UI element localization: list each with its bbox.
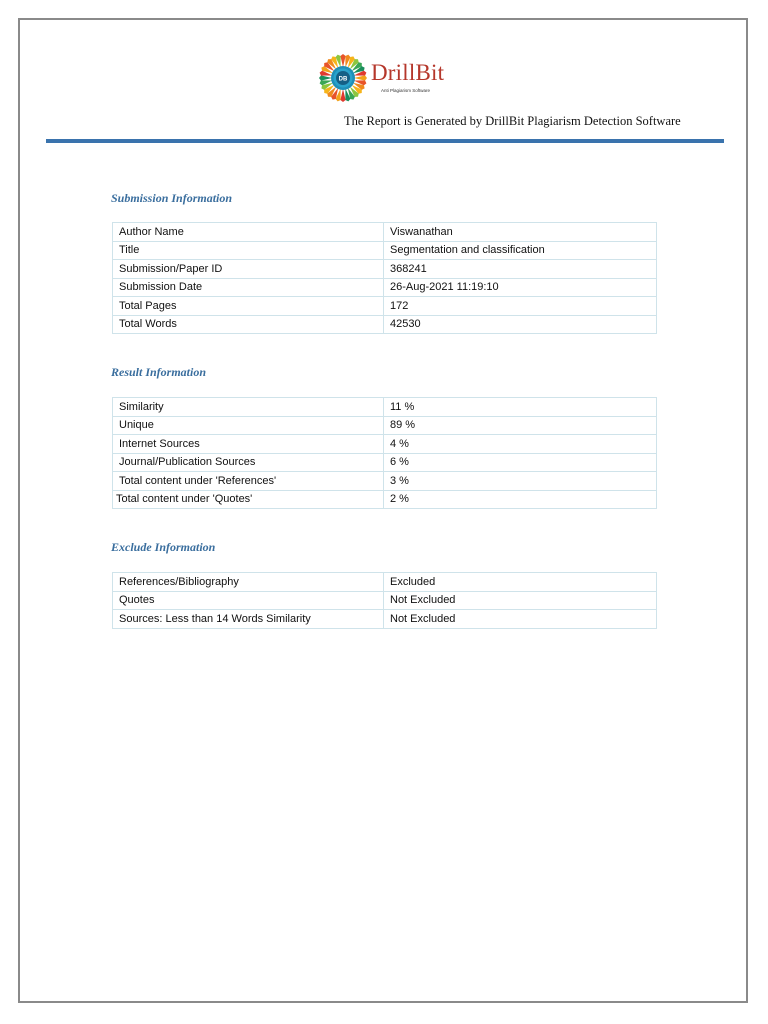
row-label: Author Name <box>113 223 384 242</box>
row-label: Total content under 'References' <box>113 472 384 491</box>
submission-info-title: Submission Information <box>111 191 233 205</box>
table-row <box>113 241 657 260</box>
row-value: Excluded <box>384 573 657 592</box>
result-info-title: Result Information <box>111 365 207 379</box>
row-value: 26-Aug-2021 11:19:10 <box>384 278 657 297</box>
table-row <box>113 398 657 417</box>
row-value: 11 % <box>384 398 657 417</box>
row-value: 4 % <box>384 435 657 454</box>
brand-tagline: Anti Plagiarism Software <box>381 88 431 93</box>
table-row <box>113 490 657 509</box>
row-value: Not Excluded <box>384 591 657 610</box>
table-row <box>113 223 657 242</box>
submission-info-table <box>112 222 657 334</box>
row-label: Total Pages <box>113 297 384 316</box>
table-row <box>113 297 657 316</box>
row-label: Submission/Paper ID <box>113 260 384 279</box>
logo-badge-text: DB <box>338 76 348 83</box>
row-value: 2 % <box>384 490 657 509</box>
table-row <box>113 472 657 491</box>
exclude-info-table <box>112 572 657 629</box>
row-label: Journal/Publication Sources <box>113 453 384 472</box>
row-value: 42530 <box>384 315 657 334</box>
row-value: 368241 <box>384 260 657 279</box>
header-divider <box>46 139 724 143</box>
drillbit-logo <box>318 49 458 107</box>
row-value: 3 % <box>384 472 657 491</box>
table-row <box>113 416 657 435</box>
row-value: Segmentation and classification <box>384 241 657 260</box>
row-value: 6 % <box>384 453 657 472</box>
exclude-info-title: Exclude Information <box>111 540 216 554</box>
row-label: Title <box>113 241 384 260</box>
result-info-table <box>112 397 657 509</box>
table-row <box>113 315 657 334</box>
row-label: Submission Date <box>113 278 384 297</box>
row-value: 172 <box>384 297 657 316</box>
report-page <box>18 18 748 1003</box>
drillbit-logo-icon <box>318 49 368 107</box>
table-row <box>113 278 657 297</box>
table-row <box>113 260 657 279</box>
brand-name: DrillBit <box>371 60 445 85</box>
row-label: References/Bibliography <box>113 573 384 592</box>
row-label: Quotes <box>113 591 384 610</box>
row-value: Viswanathan <box>384 223 657 242</box>
row-label: Similarity <box>113 398 384 417</box>
report-generated-line: The Report is Generated by DrillBit Plagiarism Detection Software <box>344 114 681 128</box>
row-value: 89 % <box>384 416 657 435</box>
row-value: Not Excluded <box>384 610 657 629</box>
table-row <box>113 610 657 629</box>
row-label: Sources: Less than 14 Words Similarity <box>113 610 384 629</box>
row-label: Internet Sources <box>113 435 384 454</box>
row-label: Unique <box>113 416 384 435</box>
row-label: Total Words <box>113 315 384 334</box>
table-row <box>113 435 657 454</box>
row-label: Total content under 'Quotes' <box>113 490 384 509</box>
table-row <box>113 591 657 610</box>
table-row <box>113 573 657 592</box>
table-row <box>113 453 657 472</box>
